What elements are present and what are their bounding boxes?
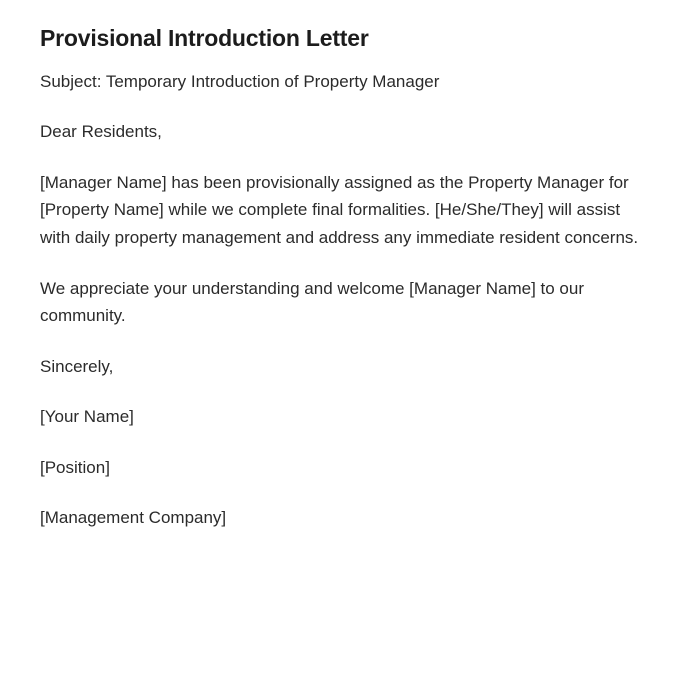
signature-position: [Position] [40, 457, 110, 477]
signature-company: [Management Company] [40, 508, 227, 528]
paragraph-announcement: [Manager Name] has been provisionally assigned as the Property Manager for [Property Name] while we complete final formalities. [He/She/They] will assist with daily property management and address any immediate resident concerns. [40, 172, 639, 248]
signature-name: [Your Name] [40, 407, 134, 427]
paragraph-salutation: Dear Residents, [40, 122, 162, 142]
paragraph-closing: Sincerely, [40, 356, 114, 376]
page-title: Provisional Introduction Letter [40, 25, 369, 51]
document-body [40, 68, 660, 532]
paragraph-welcome: We appreciate your understanding and welcome [Manager Name] to our community. [40, 278, 584, 326]
paragraph-subject: Subject: Temporary Introduction of Property Manager [40, 71, 440, 91]
